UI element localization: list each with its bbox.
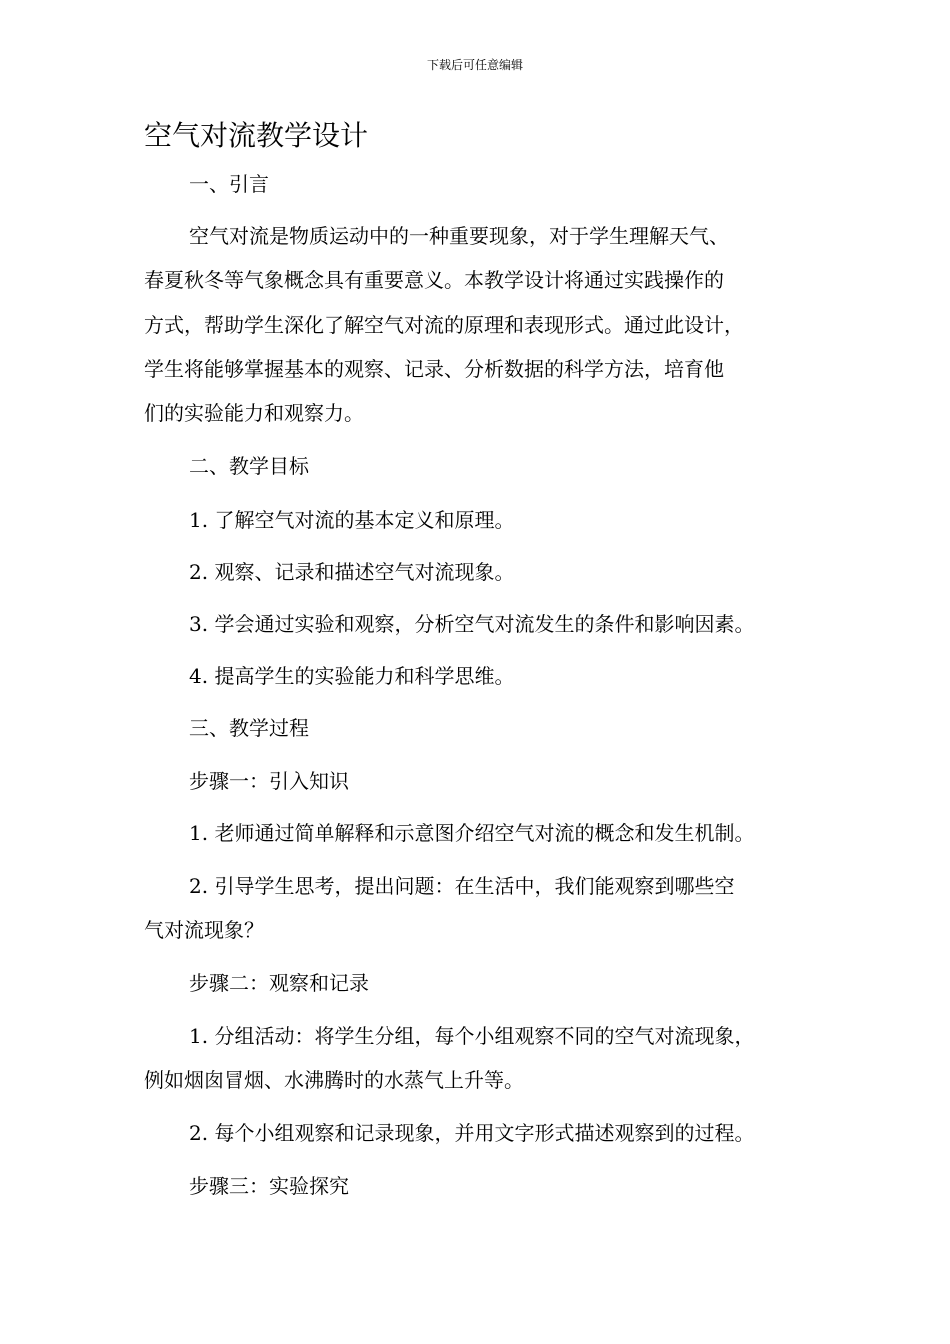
- step-heading: 步骤二：观察和记录: [189, 971, 369, 995]
- section-heading-objectives: 二、教学目标: [189, 454, 309, 478]
- list-item: 2. 引导学生思考，提出问题：在生活中，我们能观察到哪些空: [189, 874, 735, 898]
- page-header-note: 下载后可任意编辑: [426, 58, 523, 72]
- paragraph-line: 学生将能够掌握基本的观察、记录、分析数据的科学方法，培育他: [144, 357, 724, 381]
- list-item: 2. 观察、记录和描述空气对流现象。: [189, 560, 515, 584]
- list-item: 3. 学会通过实验和观察，分析空气对流发生的条件和影响因素。: [189, 612, 755, 636]
- list-item-continuation: 气对流现象？: [144, 918, 264, 942]
- step-heading: 步骤一：引入知识: [189, 769, 349, 793]
- paragraph-line: 春夏秋冬等气象概念具有重要意义。本教学设计将通过实践操作的: [144, 268, 724, 292]
- section-heading-introduction: 一、引言: [189, 172, 269, 196]
- section-heading-process: 三、教学过程: [189, 716, 309, 740]
- document-title: 空气对流教学设计: [144, 119, 369, 152]
- paragraph-line: 们的实验能力和观察力。: [144, 401, 364, 425]
- list-item: 1. 了解空气对流的基本定义和原理。: [189, 508, 515, 532]
- list-item: 1. 分组活动：将学生分组，每个小组观察不同的空气对流现象，: [189, 1024, 755, 1048]
- paragraph-line: 空气对流是物质运动中的一种重要现象，对于学生理解天气、: [189, 224, 729, 248]
- list-item: 2. 每个小组观察和记录现象，并用文字形式描述观察到的过程。: [189, 1121, 755, 1145]
- list-item: 1. 老师通过简单解释和示意图介绍空气对流的概念和发生机制。: [189, 821, 755, 845]
- list-item: 4. 提高学生的实验能力和科学思维。: [189, 664, 515, 688]
- list-item-continuation: 例如烟囱冒烟、水沸腾时的水蒸气上升等。: [144, 1068, 524, 1092]
- step-heading: 步骤三：实验探究: [189, 1174, 349, 1198]
- paragraph-line: 方式，帮助学生深化了解空气对流的原理和表现形式。通过此设计，: [144, 313, 744, 337]
